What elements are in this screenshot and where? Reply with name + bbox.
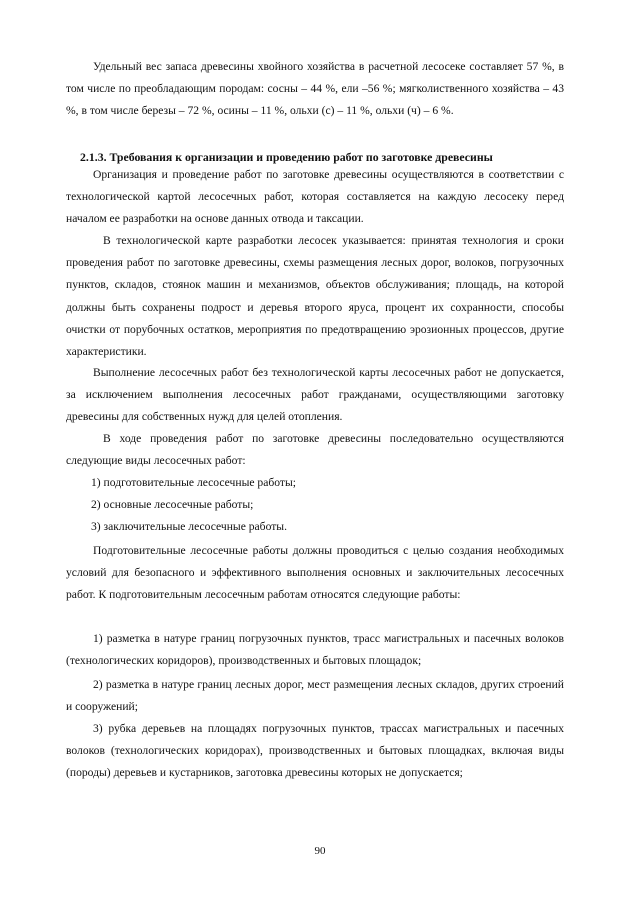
list-item: 1) разметка в натуре границ погрузочных пунктов, трасс магистральных и пасечных волоков (технологических коридоров), производственных и бытовых площадок; (66, 632, 564, 668)
list-item: 1) подготовительные лесосечные работы; (91, 476, 296, 489)
section-heading: 2.1.3. Требования к организации и проведению работ по заготовке древесины (80, 150, 493, 164)
list-item: 2) разметка в натуре границ лесных дорог, мест размещения лесных складов, других строений и сооружений; (66, 678, 564, 714)
paragraph-wood-stock: Удельный вес запаса древесины хвойного хозяйства в расчетной лесосеке составляет 57 %, в том числе по преобладающим породам: сосны – 44 %, ели –56 %; мягколиственного хозяйства – 43 %, в том числе березы – 72 %, осины – 11 %, ольхи (с) – 11 %, ольхи (ч) – 6 %. (66, 60, 564, 118)
paragraph-technological-map: В технологической карте разработки лесосек указывается: принятая технология и сроки проведения работ по заготовке древесины, схемы размещения лесных дорог, волоков, погрузочных пунктов, складов, стоянок машин и механизмов, объектов обслуживания; площадь, на которой должны быть сохранены подрост и деревья второго яруса, процент их сохранности, способы очистки от порубочных остатков, мероприятия по предотвращению эрозионных процессов, другие характеристики. (66, 234, 564, 359)
paragraph-organization: Организация и проведение работ по заготовке древесины осуществляются в соответствии с технологической картой лесосечных работ, которая составляется на каждую лесосеку перед началом ее разработки на основе данных отвода и таксации. (66, 168, 564, 226)
paragraph-work-types: В ходе проведения работ по заготовке древесины последовательно осуществляются следующие виды лесосечных работ: (66, 432, 564, 468)
list-item: 3) заключительные лесосечные работы. (91, 520, 287, 533)
paragraph-preparatory-works: Подготовительные лесосечные работы должны проводиться с целью создания необходимых условий для безопасного и эффективного выполнения основных и заключительных лесосечных работ. К подготовительным лесосечным работам относятся следующие работы: (66, 544, 564, 602)
list-item: 3) рубка деревьев на площадях погрузочных пунктов, трассах магистральных и пасечных волоков (технологических коридорах), производственных и бытовых площадках, включая виды (породы) деревьев и кустарников, заготовка древесины которых не допускается; (66, 722, 564, 780)
paragraph-no-map-prohibited: Выполнение лесосечных работ без технологической карты лесосечных работ не допускается, за исключением выполнения лесосечных работ гражданами, осуществляющими заготовку древесины для собственных нужд для целей отопления. (66, 366, 564, 424)
list-item: 2) основные лесосечные работы; (91, 498, 254, 511)
page-number: 90 (314, 845, 326, 857)
